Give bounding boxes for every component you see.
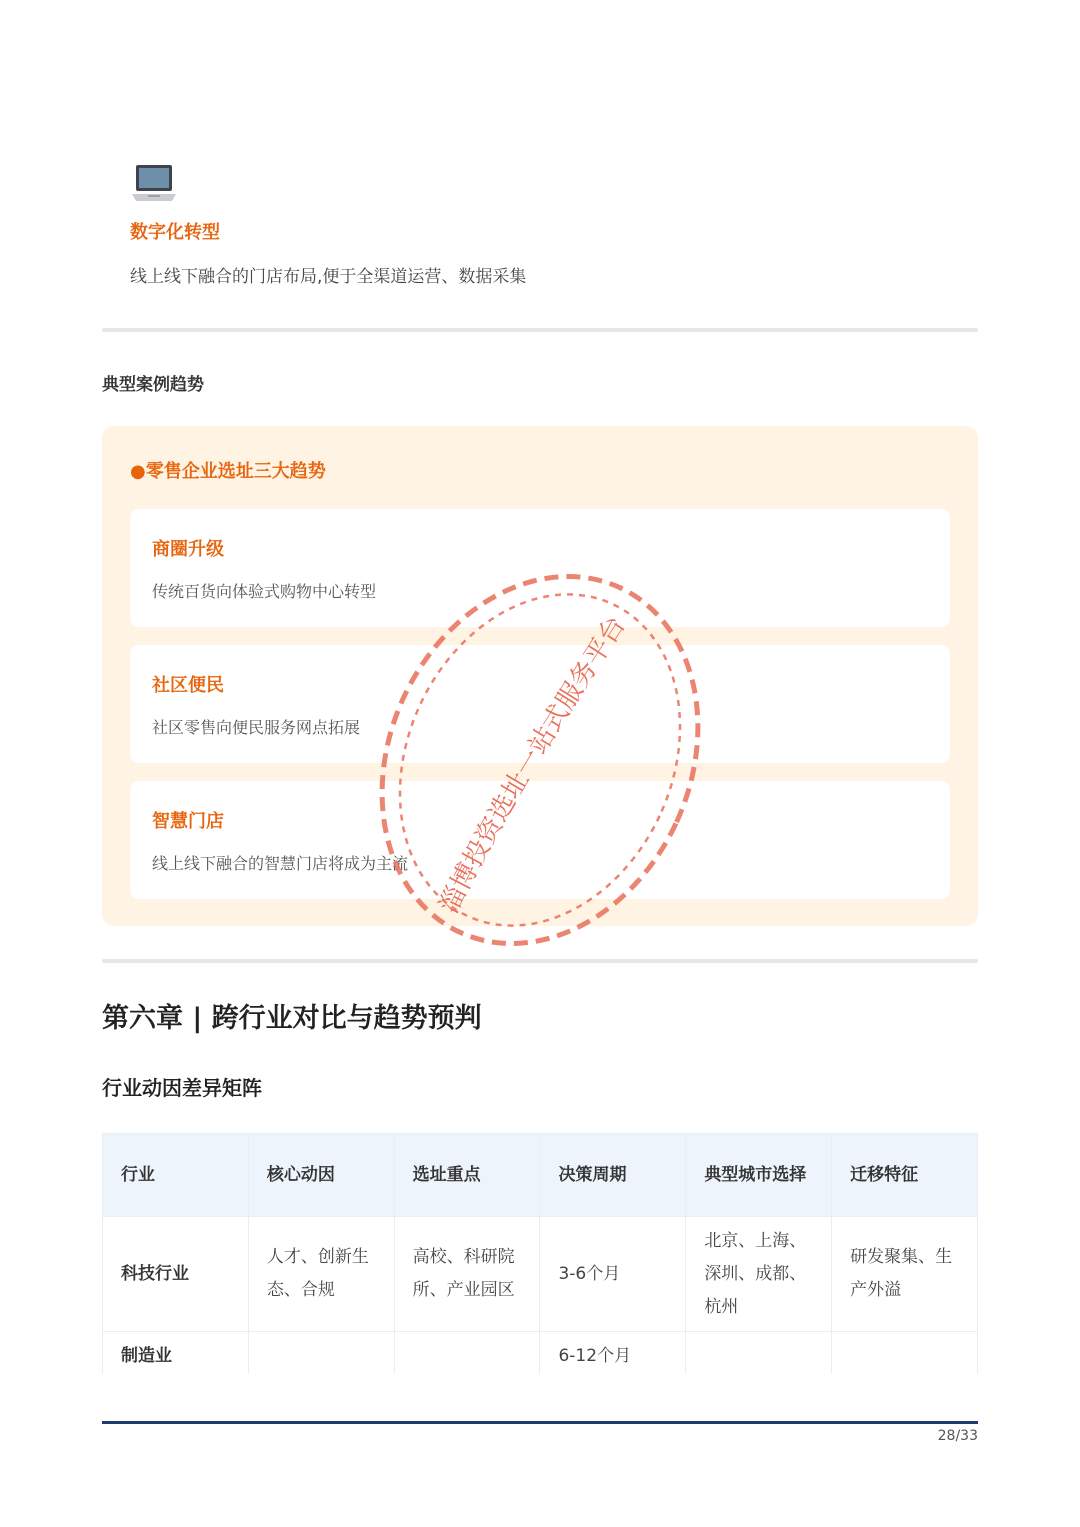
table-header-cell: 典型城市选择 xyxy=(686,1134,832,1217)
table-cell xyxy=(686,1332,832,1375)
industry-matrix-table xyxy=(102,1133,978,1374)
laptop-icon xyxy=(130,163,178,205)
table-cell: 6-12个月 xyxy=(540,1332,686,1375)
trend-card-description: 线上线下融合的智慧门店将成为主流 xyxy=(152,854,409,873)
page-number: 28/33 xyxy=(937,1428,978,1444)
feature-title: 数字化转型 xyxy=(130,222,220,243)
table-cell: 北京、上海、深圳、成都、杭州 xyxy=(686,1217,832,1332)
table-cell: 3-6个月 xyxy=(540,1217,686,1332)
table-header-cell: 决策周期 xyxy=(540,1134,686,1217)
trend-card-description: 社区零售向便民服务网点拓展 xyxy=(152,718,361,737)
feature-description: 线上线下融合的门店布局,便于全渠道运营、数据采集 xyxy=(130,267,527,287)
table-cell xyxy=(248,1332,394,1375)
table-header-cell: 选址重点 xyxy=(394,1134,540,1217)
table-row xyxy=(103,1217,978,1332)
table-header-cell: 核心动因 xyxy=(248,1134,394,1217)
trend-card-title: 商圈升级 xyxy=(152,539,224,560)
chapter-title: 第六章 | 跨行业对比与趋势预判 xyxy=(102,1003,482,1034)
table-row xyxy=(103,1332,978,1375)
trend-card xyxy=(130,645,950,763)
section-divider xyxy=(102,959,978,963)
cases-section-label: 典型案例趋势 xyxy=(102,375,204,395)
table-header-cell: 迁移特征 xyxy=(832,1134,978,1217)
footer-line xyxy=(102,1421,978,1424)
trends-heading: ●零售企业选址三大趋势 xyxy=(130,461,326,482)
table-cell-industry: 科技行业 xyxy=(103,1217,249,1332)
table-cell xyxy=(832,1332,978,1375)
table-cell: 人才、创新生态、合规 xyxy=(248,1217,394,1332)
stamp-text: 淄博投资选址一站式服务平台 xyxy=(434,611,632,919)
table-cell: 研发聚集、生产外溢 xyxy=(832,1217,978,1332)
table-cell-industry: 制造业 xyxy=(103,1332,249,1375)
section-divider xyxy=(102,328,978,332)
matrix-title: 行业动因差异矩阵 xyxy=(102,1076,262,1100)
trend-card xyxy=(130,509,950,627)
table-header-cell: 行业 xyxy=(103,1134,249,1217)
trend-card xyxy=(130,781,950,899)
trend-card-description: 传统百货向体验式购物中心转型 xyxy=(152,582,377,601)
table-cell: 高校、科研院所、产业园区 xyxy=(394,1217,540,1332)
trend-card-title: 智慧门店 xyxy=(152,811,224,832)
table-cell xyxy=(394,1332,540,1375)
trend-card-title: 社区便民 xyxy=(152,675,224,696)
